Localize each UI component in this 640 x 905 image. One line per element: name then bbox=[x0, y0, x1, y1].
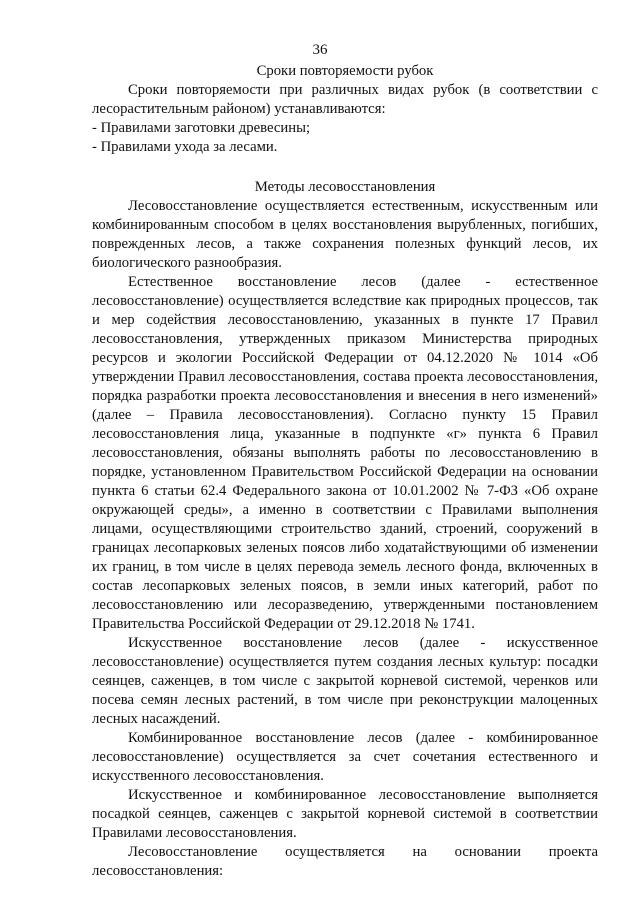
document-body bbox=[92, 62, 598, 881]
section-heading-cutting-periods: Сроки повторяемости рубок bbox=[256, 63, 434, 79]
paragraph-reforestation-general: Лесовосстановление осуществляется естественным, искусственным или комбинированным способом в целях восстановления вырубленных, погибших, поврежденных лесов, а также сохранения полезных функций лесов, их биологического разнообразия. bbox=[92, 198, 598, 271]
section-heading-reforestation-methods: Методы лесовосстановления bbox=[254, 179, 436, 195]
list-item-forest-care-rules: - Правилами ухода за лесами. bbox=[92, 139, 278, 155]
paragraph-reforestation-project: Лесовосстановление осуществляется на основании проекта лесовосстановления: bbox=[92, 844, 598, 879]
paragraph-combined-reforestation: Комбинированное восстановление лесов (далее - комбинированное лесовосстановление) осуществляется за счет сочетания естественного и искусственного лесовосстановления. bbox=[92, 730, 598, 784]
paragraph-natural-reforestation: Естественное восстановление лесов (далее - естественное лесовосстановление) осуществляется вследствие как природных процессов, так и мер содействия лесовосстановлению, указанных в пункте 17 Правил лесовосстановления, утвержденных приказом Министерства природных ресурсов и экологии Российской Федерации от 04.12.2020 № 1014 «Об утверждении Правил лесовосстановления, состава проекта лесовосстановления, порядка разработки проекта лесовосстановления и внесения в него изменений» (далее – Правила лесовосстановления). Согласно пункту 15 Правил лесовосстановления лица, указанные в подпункте «г» пункта 6 Правил лесовосстановления, обязаны выполнять работы по лесовосстановлению в порядке, установленном Правительством Российской Федерации на основании пункта 6 статьи 62.4 Федерального закона от 10.01.2002 № 7-ФЗ «Об охране окружающей среды», а именно в соответствии с Правилами выполнения лицами, осуществляющими строительство зданий, строений, сооружений в границах лесопарковых зеленых поясов либо ходатайствующими об изменении их границ, в том числе в целях перевода земель лесного фонда, включенных в состав лесопарковых зеленых поясов, в земли иных категорий, работ по лесовосстановлению или лесоразведению, утвержденными постановлением Правительства Российской Федерации от 29.12.2018 № 1741. bbox=[92, 274, 598, 632]
page-number: 36 bbox=[312, 42, 328, 58]
paragraph-cutting-periods-intro: Сроки повторяемости при различных видах рубок (в соответствии с лесорастительным районом) устанавливаются: bbox=[92, 82, 598, 117]
paragraph-planting-method: Искусственное и комбинированное лесовосстановление выполняется посадкой сеянцев, саженцев с закрытой корневой системой в соответствии Правилами лесовосстановления. bbox=[92, 787, 598, 841]
paragraph-artificial-reforestation: Искусственное восстановление лесов (далее - искусственное лесовосстановление) осуществляется путем создания лесных культур: посадки сеянцев, саженцев, в том числе с закрытой корневой системой, черенков или посева семян лесных растений, в том числе при реконструкции малоценных лесных насаждений. bbox=[92, 635, 598, 727]
list-item-harvesting-rules: - Правилами заготовки древесины; bbox=[92, 120, 311, 136]
